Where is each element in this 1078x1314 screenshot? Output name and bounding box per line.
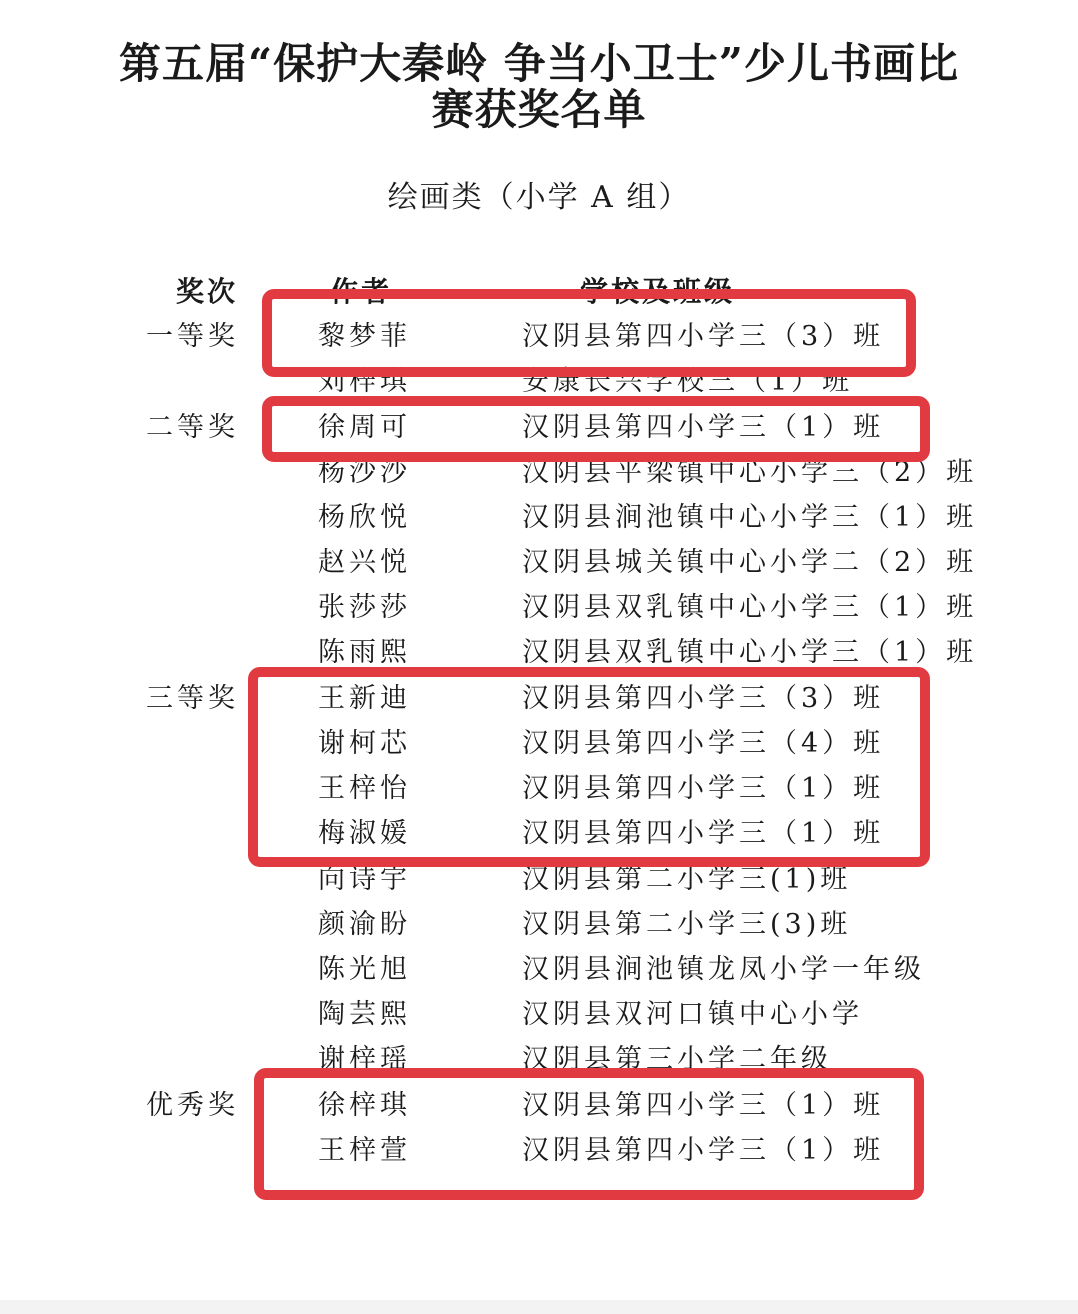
school-cell: 汉阴县第二小学三(1)班: [522, 864, 852, 895]
name-cell: 陈光旭: [318, 954, 411, 985]
header-award: 奖次: [176, 275, 239, 308]
name-cell: 谢柯芯: [318, 728, 411, 759]
school-cell: 汉阴县双乳镇中心小学三（1）班: [522, 637, 978, 668]
award-cell: 二等奖: [146, 412, 239, 443]
name-cell: 张莎莎: [318, 592, 411, 623]
school-cell: 安康长兴学校三（1）班: [522, 366, 854, 397]
name-cell: 刘梓琪: [318, 366, 411, 397]
school-cell: 汉阴县第四小学三（1）班: [522, 1090, 885, 1121]
award-cell: 三等奖: [146, 683, 239, 714]
school-cell: 汉阴县第四小学三（1）班: [522, 1135, 885, 1166]
school-cell: 汉阴县平梁镇中心小学三（2）班: [522, 457, 978, 488]
category-heading: 绘画类（小学 A 组）: [387, 180, 691, 215]
highlight-box-second-prize: [262, 396, 930, 462]
name-cell: 徐周可: [318, 412, 411, 443]
name-cell: 杨欣悦: [318, 502, 411, 533]
name-cell: 杨沙沙: [318, 457, 411, 488]
school-cell: 汉阴县第四小学三（1）班: [522, 412, 885, 443]
title-line-1: 第五届“保护大秦岭 争当小卫士”少儿书画比: [119, 39, 959, 88]
school-cell: 汉阴县城关镇中心小学二（2）班: [522, 547, 978, 578]
school-cell: 汉阴县第四小学三（1）班: [522, 818, 885, 849]
table-row: [0, 585, 1078, 630]
header-author: 作者: [330, 275, 393, 308]
name-cell: 陈雨熙: [318, 637, 411, 668]
school-cell: 汉阴县第二小学三(3)班: [522, 909, 852, 940]
name-cell: 王梓萱: [318, 1135, 411, 1166]
table-row: [0, 495, 1078, 540]
name-cell: 谢梓瑶: [318, 1044, 411, 1075]
name-cell: 王新迪: [318, 683, 411, 714]
name-cell: 王梓怡: [318, 773, 411, 804]
school-cell: 汉阴县第三小学二年级: [522, 1044, 832, 1075]
name-cell: 赵兴悦: [318, 547, 411, 578]
name-cell: 梅淑媛: [318, 818, 411, 849]
school-cell: 汉阴县涧池镇龙凤小学一年级: [522, 954, 925, 985]
school-cell: 汉阴县第四小学三（4）班: [522, 728, 885, 759]
school-cell: 汉阴县第四小学三（1）班: [522, 773, 885, 804]
header-school: 学校及班级: [580, 275, 736, 308]
page-bottom-edge: [0, 1300, 1078, 1314]
table-row: [0, 947, 1078, 992]
award-cell: 优秀奖: [146, 1090, 239, 1121]
school-cell: 汉阴县涧池镇中心小学三（1）班: [522, 502, 978, 533]
school-cell: 汉阴县双乳镇中心小学三（1）班: [522, 592, 978, 623]
table-row: [0, 540, 1078, 585]
school-cell: 汉阴县第四小学三（3）班: [522, 321, 885, 352]
name-cell: 向诗宇: [318, 864, 411, 895]
table-row: [0, 992, 1078, 1037]
award-cell: 一等奖: [146, 321, 239, 352]
name-cell: 颜渝盼: [318, 909, 411, 940]
name-cell: 陶芸熙: [318, 999, 411, 1030]
highlight-box-merit-prize: [254, 1068, 924, 1200]
table-row: [0, 902, 1078, 947]
name-cell: 黎梦菲: [318, 321, 411, 352]
highlight-box-first-prize: [262, 289, 916, 377]
school-cell: 汉阴县第四小学三（3）班: [522, 683, 885, 714]
name-cell: 徐梓琪: [318, 1090, 411, 1121]
school-cell: 汉阴县双河口镇中心小学: [522, 999, 863, 1030]
highlight-box-third-prize: [248, 667, 930, 867]
title-line-2: 赛获奖名单: [431, 85, 647, 134]
